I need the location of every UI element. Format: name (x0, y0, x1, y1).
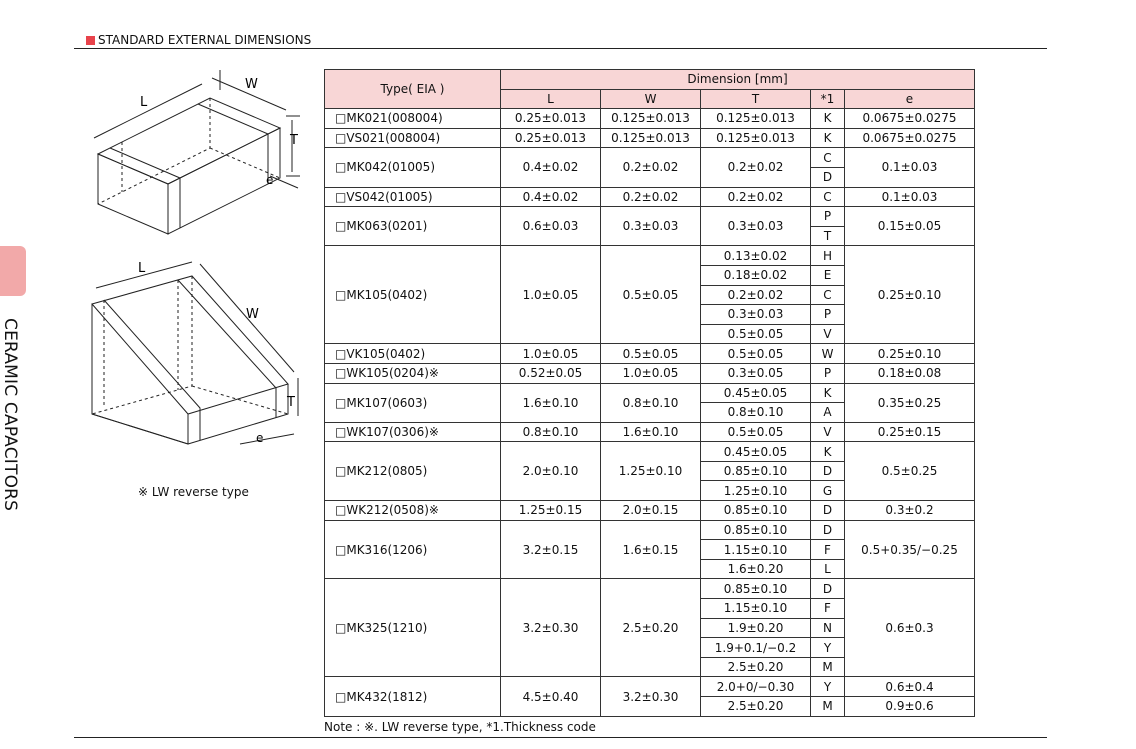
cell-thickness-code: M (811, 657, 845, 677)
cell-thickness-code: D (811, 501, 845, 521)
cell-L: 0.6±0.03 (501, 207, 601, 246)
table-row (325, 344, 975, 364)
footer-note: Note : ※. LW reverse type, *1.Thickness code (324, 720, 596, 734)
cell-T: 0.2±0.02 (701, 187, 811, 207)
cell-type: □MK107(0603) (325, 383, 501, 422)
chip-right-face (188, 384, 288, 444)
cell-W: 0.125±0.013 (601, 109, 701, 129)
cell-e: 0.6±0.4 (845, 677, 975, 697)
dim-label-L: L (140, 95, 148, 110)
col-header-e: e (845, 89, 975, 109)
cell-thickness-code: P (811, 207, 845, 227)
cell-T: 0.8±0.10 (701, 403, 811, 423)
cell-e: 0.9±0.6 (845, 697, 975, 717)
cell-e: 0.18±0.08 (845, 363, 975, 383)
cell-W: 0.5±0.05 (601, 246, 701, 344)
cell-L: 4.5±0.40 (501, 677, 601, 716)
cell-T: 0.125±0.013 (701, 128, 811, 148)
lw-reverse-note: ※ LW reverse type (138, 485, 249, 499)
cell-thickness-code: V (811, 422, 845, 442)
header-rule (74, 48, 1047, 49)
cell-L: 2.0±0.10 (501, 442, 601, 501)
cell-type: □WK105(0204)※ (325, 363, 501, 383)
cell-T: 0.85±0.10 (701, 579, 811, 599)
cell-thickness-code: D (811, 579, 845, 599)
cell-type: □MK212(0805) (325, 442, 501, 501)
cell-thickness-code: K (811, 383, 845, 403)
cell-thickness-code: F (811, 540, 845, 560)
dim-label-W: W (246, 307, 259, 322)
cell-W: 0.5±0.05 (601, 344, 701, 364)
cell-type: □WK107(0306)※ (325, 422, 501, 442)
cell-thickness-code: F (811, 599, 845, 619)
cell-thickness-code: V (811, 324, 845, 344)
side-label-wrap (0, 318, 22, 558)
table-row (325, 383, 975, 403)
cell-W: 0.2±0.02 (601, 187, 701, 207)
cell-thickness-code: P (811, 305, 845, 325)
chip-diagram-standard (80, 66, 310, 236)
col-header-L: L (501, 89, 601, 109)
cell-T: 1.15±0.10 (701, 599, 811, 619)
table-row (325, 363, 975, 383)
footer-rule (74, 737, 1047, 738)
col-header-T: T (701, 89, 811, 109)
table-row (325, 501, 975, 521)
table-row (325, 148, 975, 168)
cell-thickness-code: Y (811, 677, 845, 697)
side-label: CERAMIC CAPACITORS (0, 318, 20, 512)
cell-W: 1.6±0.10 (601, 422, 701, 442)
cell-W: 0.125±0.013 (601, 128, 701, 148)
dim-label-W: W (245, 77, 258, 92)
cell-T: 0.85±0.10 (701, 501, 811, 521)
chip-front-face (92, 304, 188, 444)
cell-L: 3.2±0.30 (501, 579, 601, 677)
cell-type: □MK432(1812) (325, 677, 501, 716)
cell-T: 0.13±0.02 (701, 246, 811, 266)
table-row (325, 520, 975, 540)
cell-W: 1.6±0.15 (601, 520, 701, 579)
cell-T: 0.5±0.05 (701, 344, 811, 364)
cell-W: 1.25±0.10 (601, 442, 701, 501)
cell-e: 0.25±0.10 (845, 344, 975, 364)
cell-thickness-code: P (811, 363, 845, 383)
cell-W: 2.5±0.20 (601, 579, 701, 677)
table-row (325, 187, 975, 207)
table-row (325, 207, 975, 227)
cell-e: 0.25±0.15 (845, 422, 975, 442)
cell-thickness-code: K (811, 109, 845, 129)
cell-type: □MK105(0402) (325, 246, 501, 344)
chip-top-face (92, 276, 288, 414)
cell-T: 0.5±0.05 (701, 324, 811, 344)
dimension-header: Dimension [mm] (501, 70, 975, 90)
table-row (325, 442, 975, 462)
cell-e: 0.0675±0.0275 (845, 109, 975, 129)
cell-T: 0.2±0.02 (701, 148, 811, 187)
cell-L: 1.6±0.10 (501, 383, 601, 422)
cell-T: 0.3±0.03 (701, 305, 811, 325)
cell-T: 0.45±0.05 (701, 442, 811, 462)
cell-L: 1.25±0.15 (501, 501, 601, 521)
cell-T: 0.125±0.013 (701, 109, 811, 129)
table-row (325, 422, 975, 442)
cell-T: 0.5±0.05 (701, 422, 811, 442)
cell-type: □WK212(0508)※ (325, 501, 501, 521)
cell-type: □MK021(008004) (325, 109, 501, 129)
col-header-code: *1 (811, 89, 845, 109)
table-row (325, 579, 975, 599)
cell-e: 0.5±0.25 (845, 442, 975, 501)
cell-thickness-code: K (811, 128, 845, 148)
cell-e: 0.25±0.10 (845, 246, 975, 344)
cell-e: 0.1±0.03 (845, 187, 975, 207)
cell-thickness-code: G (811, 481, 845, 501)
cell-e: 0.0675±0.0275 (845, 128, 975, 148)
cell-W: 3.2±0.30 (601, 677, 701, 716)
cell-e: 0.35±0.25 (845, 383, 975, 422)
cell-type: □VS042(01005) (325, 187, 501, 207)
dim-label-e: e (256, 431, 264, 445)
cell-T: 2.0+0/−0.30 (701, 677, 811, 697)
cell-T: 1.6±0.20 (701, 559, 811, 579)
cell-T: 0.85±0.10 (701, 461, 811, 481)
cell-type: □MK316(1206) (325, 520, 501, 579)
cell-thickness-code: E (811, 265, 845, 285)
cell-L: 0.25±0.013 (501, 128, 601, 148)
cell-thickness-code: C (811, 285, 845, 305)
chip-front-face (98, 154, 168, 234)
cell-thickness-code: W (811, 344, 845, 364)
cell-T: 1.9±0.20 (701, 618, 811, 638)
cell-L: 3.2±0.15 (501, 520, 601, 579)
chip-top-face (98, 98, 280, 184)
type-header: Type( EIA ) (325, 70, 501, 109)
cell-thickness-code: C (811, 187, 845, 207)
cell-type: □MK063(0201) (325, 207, 501, 246)
chip-right-face (168, 128, 280, 234)
cell-W: 0.2±0.02 (601, 148, 701, 187)
cell-e: 0.1±0.03 (845, 148, 975, 187)
cell-e: 0.6±0.3 (845, 579, 975, 677)
chip-diagram-lw-reverse (80, 256, 310, 466)
cell-thickness-code: H (811, 246, 845, 266)
cell-thickness-code: L (811, 559, 845, 579)
cell-thickness-code: M (811, 697, 845, 717)
cell-T: 0.18±0.02 (701, 265, 811, 285)
dim-label-T: T (287, 395, 295, 410)
cell-T: 2.5±0.20 (701, 697, 811, 717)
cell-T: 0.2±0.02 (701, 285, 811, 305)
dim-label-T: T (290, 133, 298, 148)
table-row (325, 109, 975, 129)
cell-L: 0.4±0.02 (501, 148, 601, 187)
cell-L: 0.52±0.05 (501, 363, 601, 383)
cell-e: 0.15±0.05 (845, 207, 975, 246)
cell-T: 0.3±0.03 (701, 207, 811, 246)
cell-thickness-code: N (811, 618, 845, 638)
cell-e: 0.3±0.2 (845, 501, 975, 521)
cell-type: □VK105(0402) (325, 344, 501, 364)
cell-L: 1.0±0.05 (501, 246, 601, 344)
cell-thickness-code: Y (811, 638, 845, 658)
table-row (325, 246, 975, 266)
cell-thickness-code: D (811, 461, 845, 481)
cell-W: 0.3±0.03 (601, 207, 701, 246)
dimension-table (324, 69, 975, 717)
cell-thickness-code: C (811, 148, 845, 168)
cell-thickness-code: T (811, 226, 845, 246)
cell-e: 0.5+0.35/−0.25 (845, 520, 975, 579)
cell-T: 1.15±0.10 (701, 540, 811, 560)
cell-T: 0.45±0.05 (701, 383, 811, 403)
cell-T: 0.3±0.05 (701, 363, 811, 383)
cell-L: 0.25±0.013 (501, 109, 601, 129)
dim-label-e: e (266, 173, 274, 187)
cell-type: □VS021(008004) (325, 128, 501, 148)
cell-T: 2.5±0.20 (701, 657, 811, 677)
section-marker-icon (86, 36, 95, 45)
cell-L: 0.8±0.10 (501, 422, 601, 442)
cell-type: □MK325(1210) (325, 579, 501, 677)
cell-T: 1.9+0.1/−0.2 (701, 638, 811, 658)
col-header-W: W (601, 89, 701, 109)
cell-T: 1.25±0.10 (701, 481, 811, 501)
cell-type: □MK042(01005) (325, 148, 501, 187)
cell-thickness-code: D (811, 520, 845, 540)
cell-L: 1.0±0.05 (501, 344, 601, 364)
cell-T: 0.85±0.10 (701, 520, 811, 540)
side-tab (0, 246, 26, 296)
table-body (325, 109, 975, 716)
table-row (325, 128, 975, 148)
section-title: STANDARD EXTERNAL DIMENSIONS (98, 33, 312, 47)
cell-L: 0.4±0.02 (501, 187, 601, 207)
cell-thickness-code: K (811, 442, 845, 462)
dim-label-L: L (138, 261, 146, 276)
cell-thickness-code: A (811, 403, 845, 423)
cell-thickness-code: D (811, 167, 845, 187)
table-row (325, 677, 975, 697)
cell-W: 0.8±0.10 (601, 383, 701, 422)
cell-W: 2.0±0.15 (601, 501, 701, 521)
cell-W: 1.0±0.05 (601, 363, 701, 383)
section-header (86, 33, 311, 47)
